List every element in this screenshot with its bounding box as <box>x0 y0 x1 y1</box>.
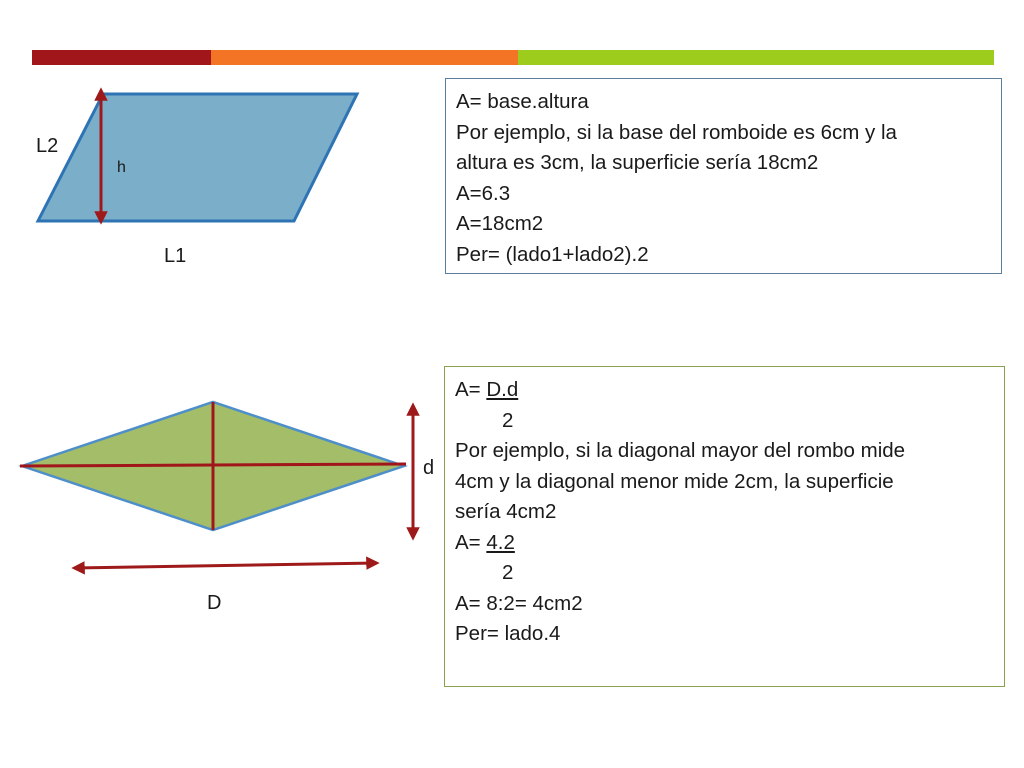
minor-diagonal-label: d <box>423 457 435 479</box>
area-formula-numerator: D.d <box>486 378 519 401</box>
example-text-3: sería 4cm2 <box>455 500 557 523</box>
example-text-2: altura es 3cm, la superficie sería 18cm2 <box>456 151 819 174</box>
area-calc-numerator: 4.2 <box>486 530 515 554</box>
parallelogram-shape <box>38 94 357 221</box>
example-text-1: Por ejemplo, si la diagonal mayor del rombo mide <box>455 439 906 462</box>
area-calc: A=6.3 <box>456 181 511 205</box>
romboide-formula-box <box>445 78 1002 274</box>
base-label-l1: L1 <box>164 245 187 267</box>
height-label-h: h <box>117 159 126 176</box>
area-calc-prefix: A= <box>455 530 487 554</box>
area-formula-denominator: 2 <box>502 408 514 432</box>
area-formula: A= base.altura <box>456 90 589 113</box>
area-calc-denominator: 2 <box>502 561 514 584</box>
area-result: A=18cm2 <box>456 212 544 235</box>
area-result: A= 8:2= 4cm2 <box>455 591 583 615</box>
area-formula-line <box>455 375 994 406</box>
example-text-2: 4cm y la diagonal menor mide 2cm, la superficie <box>455 469 894 493</box>
side-label-l2: L2 <box>36 135 59 157</box>
perimeter-formula: Per= lado.4 <box>455 622 561 645</box>
major-diagonal-arrow <box>74 563 377 568</box>
major-diagonal-label: D <box>207 592 222 614</box>
example-text-1: Por ejemplo, si la base del romboide es 6cm y la <box>456 120 897 144</box>
area-formula-prefix: A= <box>455 378 487 401</box>
rombo-formula-box <box>444 366 1005 687</box>
area-calc-line <box>455 528 994 559</box>
perimeter-formula: Per= (lado1+lado2).2 <box>456 242 649 266</box>
